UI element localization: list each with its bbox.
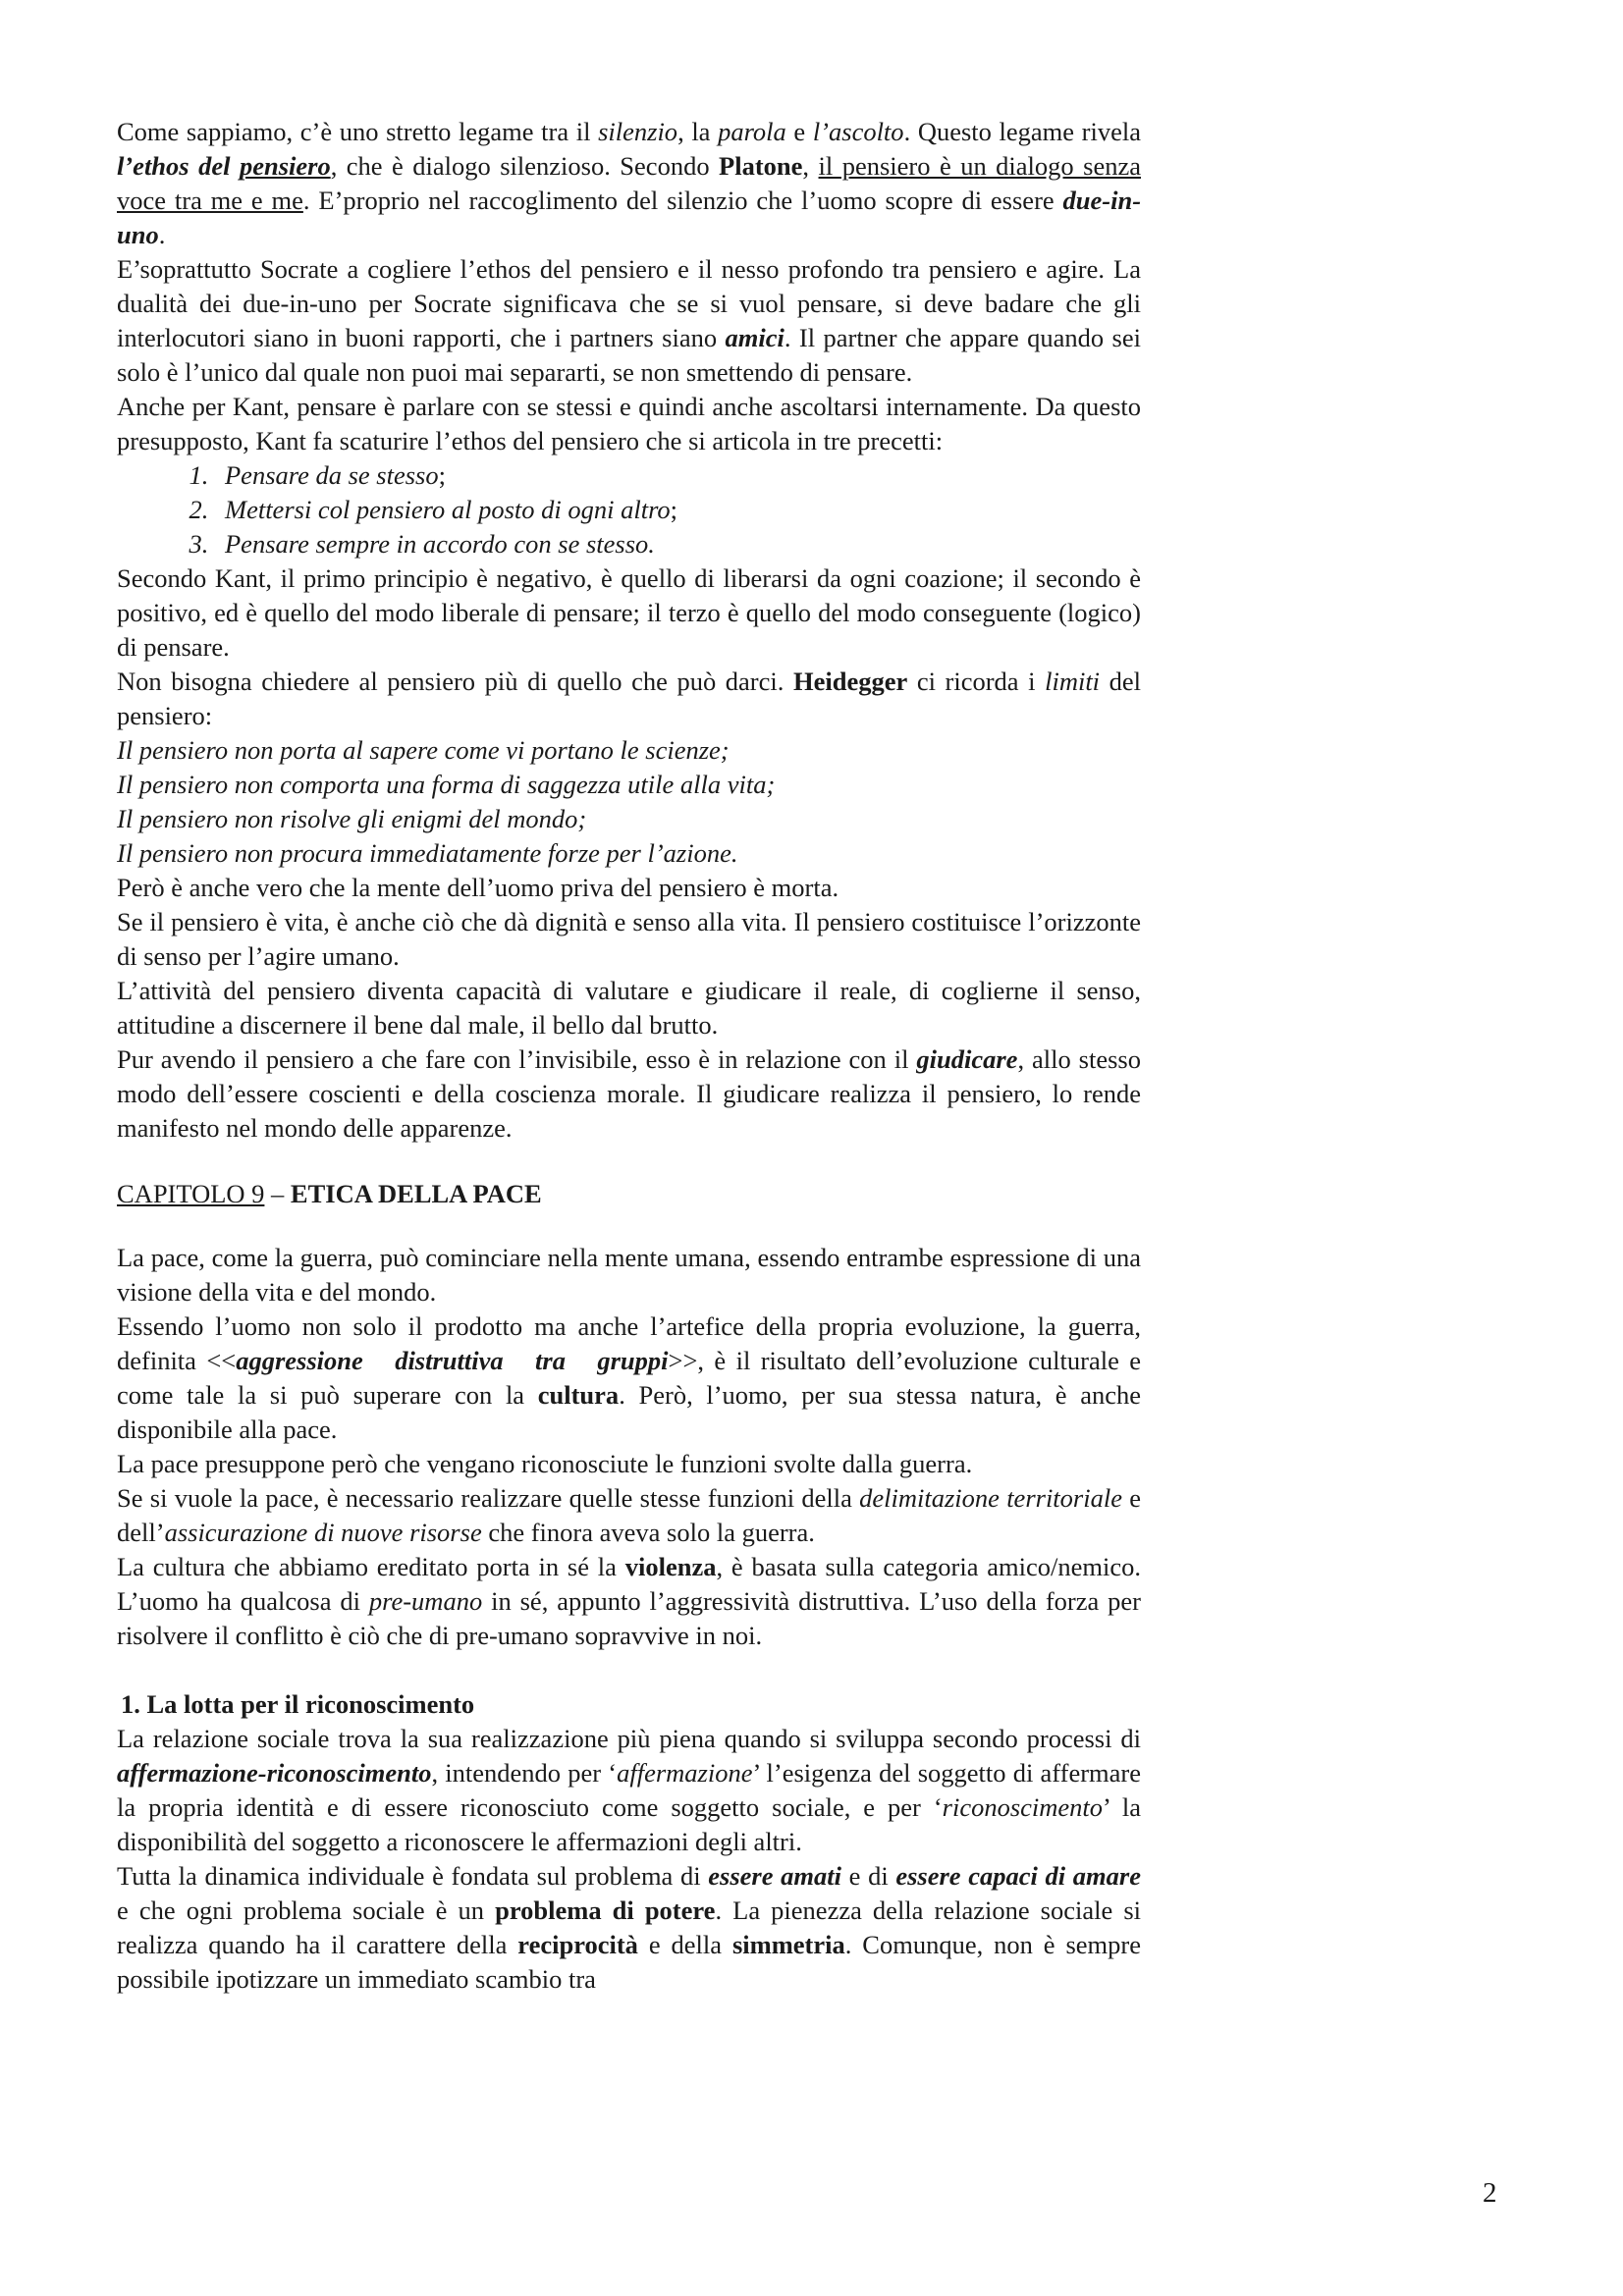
- text: e della: [637, 1930, 732, 1959]
- kant-precepts-list: [117, 458, 1141, 561]
- text: . Questo legame rivela: [903, 117, 1141, 146]
- list-item: 3. Pensare sempre in accordo con se stesso.: [215, 527, 1141, 561]
- section-heading: 1. La lotta per il riconoscimento: [121, 1689, 475, 1719]
- emphasis-cultura: cultura: [537, 1380, 620, 1410]
- text: . E’proprio nel raccoglimento del silenzio che l’uomo scopre di essere: [302, 186, 1063, 215]
- text: , che è dialogo silenzioso. Secondo: [330, 151, 720, 181]
- list-item: Il pensiero non comporta una forma di saggezza utile alla vita;: [117, 770, 776, 799]
- text: ;: [670, 495, 678, 524]
- emphasis-amici: amici: [725, 323, 784, 352]
- paragraph-kant-principles: Secondo Kant, il primo principio è negativo, è quello di liberarsi da ogni coazione; il secondo è positivo, ed è quello del modo liberale di pensare; il terzo è quello del modo conseguente (logico) di pensare.: [117, 563, 1141, 662]
- document-page: [117, 115, 1141, 1997]
- text: Pensare da se stesso: [225, 460, 439, 490]
- paragraph-silence: [117, 115, 1141, 252]
- emphasis-silenzio: silenzio: [598, 117, 678, 146]
- text: del pensiero:: [117, 667, 1142, 730]
- page-number: 2: [1483, 2177, 1497, 2209]
- name-platone: Platone: [719, 151, 803, 181]
- emphasis-aggressione: aggressione distruttiva tra gruppi: [236, 1346, 669, 1375]
- emphasis-limiti: limiti: [1045, 667, 1101, 696]
- emphasis-assicurazione: assicurazione di nuove risorse: [164, 1518, 482, 1547]
- text: ’ l’esigenza del soggetto di affermare la propria identità e di essere riconosciuto come soggetto sociale, e per ‘: [117, 1758, 1141, 1822]
- text: ci ricorda i: [907, 667, 1046, 696]
- emphasis-violenza: violenza: [624, 1552, 717, 1581]
- list-item: Il pensiero non risolve gli enigmi del mondo;: [117, 804, 587, 833]
- text: La relazione sociale trova la sua realizzazione più piena quando si sviluppa secondo processi di: [117, 1724, 1141, 1753]
- text: ’ la disponibilità del soggetto a riconoscere le affermazioni degli altri.: [117, 1792, 1141, 1856]
- emphasis-essere-capaci: essere capaci di amare: [895, 1861, 1141, 1891]
- text: Mettersi col pensiero al posto di ogni altro: [225, 495, 671, 524]
- paragraph-activity: L’attività del pensiero diventa capacità di valutare e giudicare il reale, di coglierne il senso, attitudine a discernere il bene dal male, il bello dal brutto.: [117, 976, 1141, 1040]
- paragraph-mind: Però è anche vero che la mente dell’uomo priva del pensiero è morta.: [117, 873, 839, 902]
- quote-platone: il pensiero è un dialogo senza voce tra me e me: [117, 151, 1141, 215]
- emphasis-simmetria: simmetria: [731, 1930, 845, 1959]
- text: .: [158, 220, 166, 249]
- name-heidegger: Heidegger: [792, 667, 908, 696]
- text: che finora aveva solo la guerra.: [481, 1518, 815, 1547]
- paragraph-war-definition: [117, 1309, 1141, 1447]
- paragraph-socrate: [117, 252, 1141, 390]
- emphasis-affermazione-riconoscimento: affermazione-riconoscimento: [117, 1758, 432, 1788]
- chapter-heading: [117, 1177, 1141, 1211]
- paragraph-judging: [117, 1042, 1141, 1146]
- chapter-label: CAPITOLO 9: [117, 1179, 265, 1208]
- text: , la: [677, 117, 719, 146]
- text: . Il partner che appare quando sei solo è l’unico dal quale non puoi mai separarti, se non smettendo di pensare.: [117, 323, 1141, 387]
- emphasis-giudicare: giudicare: [916, 1044, 1018, 1074]
- text: Se si vuole la pace, è necessario realizzare quelle stesse funzioni della: [117, 1483, 860, 1513]
- emphasis-parola: parola: [718, 117, 786, 146]
- emphasis-essere-amati: essere amati: [708, 1861, 841, 1891]
- paragraph-violence: [117, 1550, 1141, 1653]
- limits-list: [117, 733, 1141, 871]
- text: Come sappiamo, c’è uno stretto legame tra il: [117, 117, 599, 146]
- text: >>, è il risultato dell’evoluzione culturale e come tale la si può superare con la: [117, 1346, 1142, 1410]
- text: . Però, l’uomo, per sua stessa natura, è anche disponibile alla pace.: [117, 1380, 1141, 1444]
- text: Non bisogna chiedere al pensiero più di quello che può darci.: [117, 667, 793, 696]
- paragraph-love-power: [117, 1859, 1141, 1997]
- emphasis-ethos-pensiero: pensiero: [239, 151, 331, 181]
- emphasis-delimitazione: delimitazione territoriale: [859, 1483, 1122, 1513]
- text: , intendendo per ‘: [431, 1758, 618, 1788]
- text: Essendo l’uomo non solo il prodotto ma anche l’artefice della propria evoluzione, la guerra, definita <<: [117, 1311, 1141, 1375]
- paragraph-heidegger: [117, 665, 1141, 733]
- paragraph-peace-mind: La pace, come la guerra, può cominciare nella mente umana, essendo entrambe espressione di una visione della vita e del mondo.: [117, 1243, 1141, 1307]
- emphasis-potere: problema di potere: [495, 1896, 716, 1925]
- emphasis-ethos: l’ethos del: [117, 151, 240, 181]
- text: , allo stesso modo dell’essere coscienti e della coscienza morale. Il giudicare realizza il pensiero, lo rende manifesto nel mondo delle apparenze.: [117, 1044, 1141, 1143]
- paragraph-recognition: [117, 1722, 1141, 1859]
- text: –: [264, 1179, 291, 1208]
- paragraph-kant: Anche per Kant, pensare è parlare con se stessi e quindi anche ascoltarsi internamente. Da questo presupposto, Kant fa scaturire l’ethos del pensiero che si articola in tre precetti:: [117, 392, 1141, 455]
- text: . Comunque, non è sempre possibile ipotizzare un immediato scambio tra: [117, 1930, 1141, 1994]
- list-item: [215, 493, 1141, 527]
- text: in sé, appunto l’aggressività distruttiva. L’uso della forza per risolvere il conflitto è ciò che di pre-umano sopravvive in noi.: [117, 1586, 1142, 1650]
- list-item: Il pensiero non procura immediatamente forze per l’azione.: [117, 838, 738, 868]
- text: e che ogni problema sociale è un: [117, 1896, 496, 1925]
- text: e: [785, 117, 813, 146]
- text: La cultura che abbiamo ereditato porta in sé la: [117, 1552, 625, 1581]
- text: . La pienezza della relazione sociale si realizza quando ha il carattere della: [117, 1896, 1142, 1959]
- list-item: [215, 458, 1141, 493]
- text: , è basata sulla categoria amico/nemico. L’uomo ha qualcosa di: [117, 1552, 1141, 1616]
- text: ;: [438, 460, 446, 490]
- text: e dell’: [117, 1483, 1142, 1547]
- text: e di: [840, 1861, 896, 1891]
- emphasis-ascolto: l’ascolto: [812, 117, 904, 146]
- text: ,: [802, 151, 819, 181]
- paragraph-peace-needs: [117, 1481, 1141, 1550]
- emphasis-affermazione: affermazione: [617, 1758, 753, 1788]
- emphasis-pre-umano: pre-umano: [368, 1586, 483, 1616]
- paragraph-peace-functions: La pace presuppone però che vengano riconosciute le funzioni svolte dalla guerra.: [117, 1449, 973, 1478]
- text: Tutta la dinamica individuale è fondata sul problema di: [117, 1861, 709, 1891]
- text: E’soprattutto Socrate a cogliere l’ethos del pensiero e il nesso profondo tra pensiero e agire. La dualità dei due-in-uno per Socrate significava che se si vuol pensare, si deve badare che gli interlocutori siano in buoni rapporti, che i partners siano: [117, 254, 1141, 352]
- emphasis-riconoscimento: riconoscimento: [942, 1792, 1104, 1822]
- text: Pur avendo il pensiero a che fare con l’invisibile, esso è in relazione con il: [117, 1044, 917, 1074]
- emphasis-due-in-uno: due-in-uno: [117, 186, 1142, 249]
- paragraph-life: Se il pensiero è vita, è anche ciò che dà dignità e senso alla vita. Il pensiero costituisce l’orizzonte di senso per l’agire umano.: [117, 907, 1141, 971]
- chapter-title: ETICA DELLA PACE: [290, 1179, 542, 1208]
- list-item: Il pensiero non porta al sapere come vi portano le scienze;: [117, 735, 730, 765]
- emphasis-reciprocita: reciprocità: [517, 1930, 638, 1959]
